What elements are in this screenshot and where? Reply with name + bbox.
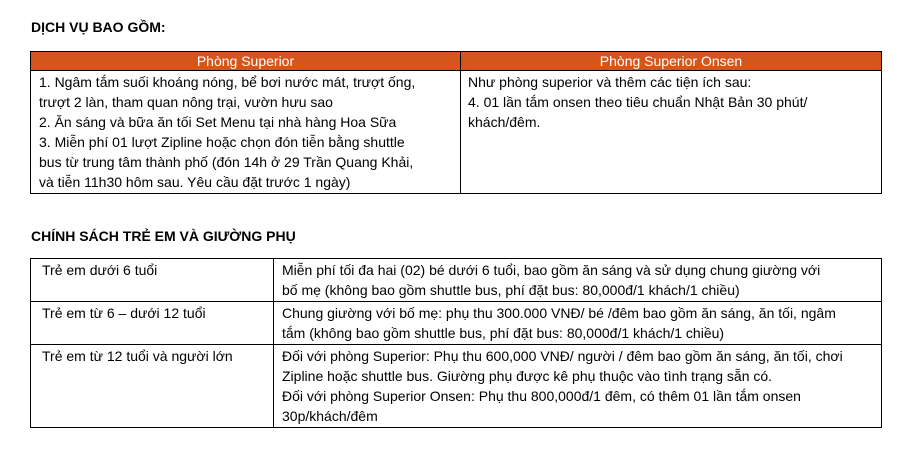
policy-line: 30p/khách/đêm (282, 408, 378, 424)
policy-label: Trẻ em dưới 6 tuổi (31, 259, 274, 302)
table-row (31, 259, 882, 302)
services-header-row (31, 52, 882, 71)
superior-header: Phòng Superior (31, 52, 461, 71)
superior-onsen-services-cell (461, 71, 882, 194)
children-policy-table (30, 258, 882, 428)
service-line: 2. Ăn sáng và bữa ăn tối Set Menu tại nhà hàng Hoa Sữa (39, 114, 397, 130)
service-line: 1. Ngâm tắm suối khoáng nóng, bể bơi nước mát, trượt ống, (39, 74, 416, 90)
policy-line: Đối với phòng Superior: Phụ thu 600,000 VNĐ/ người / đêm bao gồm ăn sáng, ăn tối, chơi (282, 348, 843, 364)
policy-line: tắm (không bao gồm shuttle bus, phí đặt bus: 80,000đ/1 khách/1 chiều) (282, 325, 725, 341)
policy-details (274, 302, 882, 345)
services-heading: DỊCH VỤ BAO GỒM: (31, 19, 166, 35)
policy-line: bố mẹ (không bao gồm shuttle bus, phí đặt bus: 80,000đ/1 khách/1 chiều) (282, 282, 740, 298)
policy-label: Trẻ em từ 6 – dưới 12 tuổi (31, 302, 274, 345)
service-line: bus từ trung tâm thành phố (đón 14h ở 29 Trần Quang Khải, (39, 154, 414, 170)
service-line: và tiễn 11h30 hôm sau. Yêu cầu đặt trước 1 ngày) (39, 174, 351, 190)
policy-label: Trẻ em từ 12 tuổi và người lớn (31, 345, 274, 428)
service-line: khách/đêm. (468, 114, 541, 130)
service-line: 3. Miễn phí 01 lượt Zipline hoặc chọn đón tiễn bằng shuttle (39, 134, 405, 150)
table-row (31, 302, 882, 345)
superior-onsen-header: Phòng Superior Onsen (461, 52, 882, 71)
table-row (31, 345, 882, 428)
service-line: Như phòng superior và thêm các tiện ích sau: (468, 74, 752, 90)
superior-services-cell (31, 71, 461, 194)
children-policy-heading: CHÍNH SÁCH TRẺ EM VÀ GIƯỜNG PHỤ (31, 228, 296, 244)
services-content-row (31, 71, 882, 194)
policy-details (274, 259, 882, 302)
policy-line: Zipline hoặc shuttle bus. Giường phụ được kê phụ thuộc vào tình trạng sẵn có. (282, 368, 773, 384)
services-table (30, 51, 882, 194)
service-line: 4. 01 lần tắm onsen theo tiêu chuẩn Nhật Bản 30 phút/ (468, 94, 808, 110)
policy-line: Đối với phòng Superior Onsen: Phụ thu 800,000đ/1 đêm, có thêm 01 lần tắm onsen (282, 388, 801, 404)
policy-details (274, 345, 882, 428)
policy-line: Miễn phí tối đa hai (02) bé dưới 6 tuổi, bao gồm ăn sáng và sử dụng chung giường với (282, 262, 821, 278)
service-line: trượt 2 làn, tham quan nông trại, vườn hưu sao (39, 94, 333, 110)
policy-line: Chung giường với bố mẹ: phụ thu 300.000 VNĐ/ bé /đêm bao gồm ăn sáng, ăn tối, ngâm (282, 305, 836, 321)
